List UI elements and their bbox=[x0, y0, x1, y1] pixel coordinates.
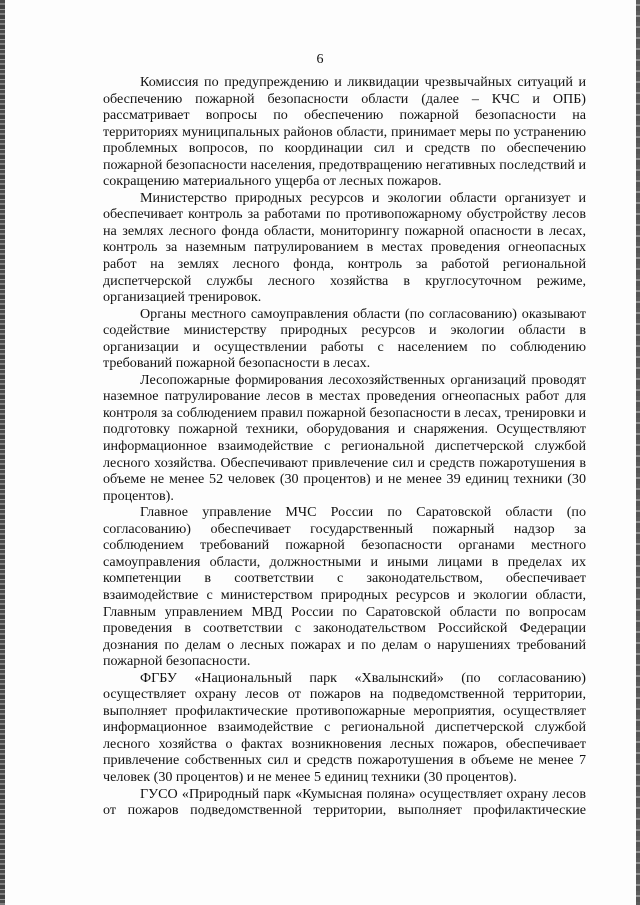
paragraph-kchs-opb: Комиссия по предупреждению и ликвидации чрезвычайных ситуаций и обеспечению пожарной безопасности области (далее – КЧС и ОПБ) рассматривает вопросы по обеспечению пожарной безопасности на территориях муниципальных районов области, принимает меры по устранению проблемных вопросов, по координации сил и средств по обеспечению пожарной безопасности населения, предотвращению негативных последствий и сокращению материального ущерба от лесных пожаров. bbox=[103, 74, 586, 190]
paragraph-mchs: Главное управление МЧС России по Саратовской области (по согласованию) обеспечивает государственный пожарный надзор за соблюдением требований пожарной безопасности органами местного самоуправления области, должностными и иными лицами в пределах их компетенции в соответствии с законодательством, обеспечивает взаимодействие с министерством природных ресурсов и экологии области, Главным управлением МВД России по Саратовской области по вопросам проведения в соответствии с законодательством Российской Федерации дознания по делам о лесных пожарах и по делам о нарушениях требований пожарной безопасности. bbox=[103, 504, 586, 670]
paragraph-forest-fire-units: Лесопожарные формирования лесохозяйственных организаций проводят наземное патрулирование лесов в местах проведения огнеопасных работ для контроля за соблюдением правил пожарной безопасности в лесах, тренировки и подготовку пожарной техники, оборудования и снаряжения. Осуществляют информационное взаимодействие с региональной диспетчерской службой лесного хозяйства. Обеспечивают привлечение сил и средств пожаротушения в объеме не менее 52 человек (30 процентов) и не менее 39 единиц техники (30 процентов). bbox=[103, 371, 586, 504]
page-number: 6 bbox=[316, 52, 324, 67]
paragraph-ministry: Министерство природных ресурсов и экологии области организует и обеспечивает контроль за работами по противопожарному обустройству лесов на землях лесного фонда области, мониторингу пожарной опасности в лесах, контроль за наземным патрулированием в местах проведения огнеопасных работ на землях лесного фонда, контроль за работой региональной диспетчерской службы лесного хозяйства в круглосуточном режиме, организацией тренировок. bbox=[103, 189, 586, 306]
paragraph-khvalynsky-park: ФГБУ «Национальный парк «Хвалынский» (по согласованию) осуществляет охрану лесов от пожаров на подведомственной территории, выполняет профилактические противопожарные мероприятия, осуществляет информационное взаимодействие с региональной диспетчерской службой лесного хозяйства о фактах возникновения лесных пожаров, обеспечивает привлечение собственных сил и средств пожаротушения в объеме не менее 7 человек (30 процентов) и не менее 5 единиц техники (30 процентов). bbox=[103, 669, 586, 785]
scan-edge-left bbox=[0, 0, 5, 905]
paragraph-local-government: Органы местного самоуправления области (по согласованию) оказывают содействие министерству природных ресурсов и экологии области в организации и осуществлении работы с населением по соблюдению требований пожарной безопасности в лесах. bbox=[103, 305, 586, 372]
scan-edge-right bbox=[636, 0, 640, 905]
body-text bbox=[103, 74, 586, 819]
paragraph-kumysnaya-polyana: ГУСО «Природный парк «Кумысная поляна» осуществляет охрану лесов от пожаров подведомственной территории, выполняет профилактические bbox=[103, 785, 586, 819]
